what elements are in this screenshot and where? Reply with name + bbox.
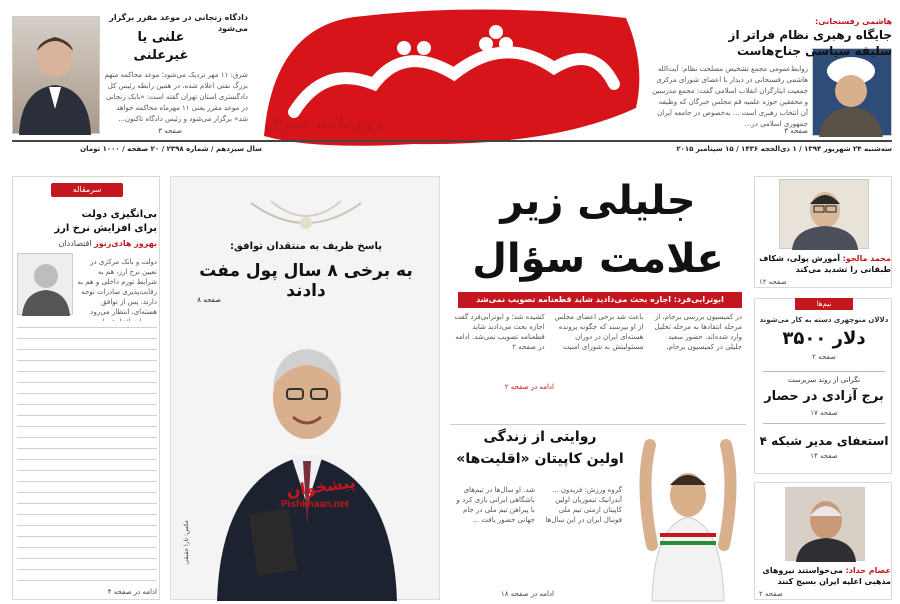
top-left-kicker: دادگاه زنجانی در موعد مقرر برگزار می‌شود [109, 13, 248, 33]
watermark-persian: پیشخوان [285, 472, 357, 501]
main-page[interactable]: ادامه در صفحه ۲ [504, 383, 554, 391]
zarif-photo [207, 305, 407, 601]
news-item-2[interactable] [757, 375, 891, 418]
profile-name: محمد مالجو: [842, 254, 891, 263]
editorial-body: دولت و بانک مرکزی در تعیین نرخ ارز، هم به شرایط تورم داخلی و هم به رقابت‌پذیری صادرات توجه دارند. پس از توافق هسته‌ای، انتظار می‌رود [77, 258, 157, 316]
top-right-headline-2: سلیقه سیاسی جناح‌هاست [736, 44, 892, 58]
news-tag: نیم‌ها [795, 298, 853, 310]
news-divider-1 [763, 371, 885, 372]
cleric-portrait-icon [811, 49, 891, 137]
main-body: در کمیسیون بررسی برجام، از مرحله انتقادها به مرحله تحلیل وارد شده‌اند. حضور سعید جلیلی در کمیسیون برجام، باعث شد برخی اعضای مجلس از او بپرسند که چگونه پرونده هسته‌ای ایران در دوران مسئولیتش به شورای امنیت کشیده شد؛ و ابوترابی‌فرد گفت اجازه بحث می‌دادید شاید قطعنامه تصویب نمی‌شد. ادامه در صفحه ۲ [454, 313, 742, 351]
football-page[interactable]: ادامه در صفحه ۱۸ [501, 590, 554, 598]
news-item-3-headline: استعفای مدیر شبکه ۴ [759, 434, 889, 448]
news-item-2-page[interactable]: صفحه ۱۷ [810, 409, 838, 417]
photo-headline: به برخی ۸ سال پول مفت دادند [199, 261, 413, 301]
issue-line: سال سیزدهم / شماره ۲۳۹۸ / ۲۰ صفحه / ۱۰۰۰ تومان [80, 145, 262, 153]
top-right-headline-1: جایگاه رهبری نظام فراتر از [728, 28, 892, 42]
watermark-latin: Pishkhaan.net [281, 499, 349, 510]
masthead [0, 0, 900, 170]
editorial-author-role: اقتصاددان [58, 239, 92, 248]
football-story[interactable] [450, 424, 746, 600]
news-item-1-page[interactable]: صفحه ۲ [812, 353, 836, 361]
bottom-profile-name: عصام حداد: [845, 566, 891, 575]
top-left-body: شرق: ۱۱ مهر نزدیک می‌شود؛ موعد محاکمه متهم بزرگ نفتی اعلام شده، در همین رابطه رئیس کل دادگستری استان تهران گفته است: «بابک زنجانی در موعد مقرر یعنی ۱۱ مهرماه محاکمه خواهد شد» برگزار می‌شود و رئیس دادگاه تاکنون... [104, 71, 248, 123]
author-portrait-icon [18, 254, 74, 316]
news-item-1[interactable] [757, 315, 891, 362]
bottom-profile-text [757, 565, 891, 587]
photo-page[interactable]: صفحه ۸ [197, 296, 221, 304]
editorial-author: بهروز هادی‌زنوز [94, 239, 157, 248]
top-right-page[interactable]: صفحه ۳ [784, 127, 808, 135]
top-left-page[interactable]: صفحه ۳ [158, 127, 182, 135]
bottom-profile-page[interactable]: صفحه ۲ [759, 590, 783, 598]
news-box [754, 298, 892, 474]
bottom-profile-headline: می‌خواستند نیروهای مذهبی اعلیه ایران بسیج کنند [762, 566, 891, 586]
news-item-2-headline: برج آزادی در حصار [764, 389, 884, 404]
logo-text: روزنامه شرق [264, 112, 384, 133]
news-item-1-kicker: دلالان منوچهری دسته به کار می‌شوند [759, 316, 889, 324]
football-body: گروه ورزش: فریدون ... آندرانیک تیموریان اولین کاپیتان ارمنی تیم ملی فوتبال ایران در این سال‌ها شد. او سال‌ها در تیم‌های باشگاهی ایرانی بازی کرد و با پیراهن تیم ملی در جام جهانی حضور یافت ... [456, 486, 622, 524]
zanjani-photo [12, 16, 100, 134]
photo-credit: عکس: تارا حقیقی [183, 519, 190, 565]
football-headline-2: اولین کاپیتان «اقلیت‌ها» [456, 451, 624, 467]
main-story[interactable] [450, 176, 746, 426]
haddad-photo [785, 487, 865, 561]
editorial-headline-1: بی‌انگیزی دولت [81, 209, 157, 220]
masthead-rule [12, 140, 892, 142]
top-right-body: روابط‌عمومی مجمع تشخیص مصلحت نظام: آیت‌الله هاشمی رفسنجانی در دیدار با اعضای شورای مرکزی جمعیت ایثارگران انقلاب اسلامی گفت: مجمع مدرسین و محققین حوزه علمیه قم مجلس خبرگان که وظیفه آن انتخاب رهبری است ... به‌خصوص در جامعه ایران جمهوری اسلامی در... [652, 65, 808, 128]
person-portrait-icon [11, 17, 99, 135]
photo-kicker: پاسخ ظریف به منتقدان توافق: [230, 241, 382, 252]
profile-page[interactable]: صفحه ۱۲ [759, 278, 787, 286]
photo-story[interactable] [170, 176, 440, 600]
editorial-body-continued [17, 321, 157, 583]
top-left-headline-2: غیرعلنی [133, 48, 189, 63]
top-right-kicker: هاشمی رفسنجانی: [815, 17, 892, 26]
editorial-headline-2: برای افزایش نرخ ارز [54, 223, 157, 234]
date-line: سه‌شنبه ۲۴ شهریور ۱۳۹۴ / ۱ ذی‌الحجه ۱۴۳۶ / ۱۵ سپتامبر ۲۰۱۵ [676, 145, 892, 153]
bottom-profile-box[interactable] [754, 482, 892, 600]
top-left-headline-1: علنی یا [137, 30, 185, 45]
logo-block [254, 4, 646, 154]
profile-text [757, 253, 891, 275]
news-item-2-kicker: نگرانی از روند سربرست [787, 376, 861, 384]
right-column [754, 176, 892, 600]
news-item-1-headline: دلار ۳۵۰۰ [782, 328, 866, 349]
top-right-story[interactable] [652, 8, 892, 140]
editorial-author-photo [17, 253, 73, 315]
editorial-page[interactable]: ادامه در صفحه ۴ [107, 588, 157, 596]
main-subhead: ابوترابی‌فرد: اجازه بحث می‌دادید شاید قطعنامه تصویب نمی‌شد [458, 292, 742, 308]
haddad-portrait-icon [786, 488, 866, 562]
top-left-story[interactable] [12, 8, 248, 140]
editorial-tag: سرمقاله [51, 183, 123, 197]
editorial-author-line [17, 239, 157, 248]
chandelier-illustration [241, 183, 371, 243]
maljoo-portrait-icon [780, 180, 870, 250]
footballer-photo [630, 425, 746, 601]
editorial-column[interactable] [12, 176, 160, 600]
news-divider-2 [763, 423, 885, 424]
profile-box[interactable] [754, 176, 892, 288]
news-item-3[interactable] [757, 431, 891, 461]
news-item-3-page[interactable]: صفحه ۱۴ [810, 452, 838, 460]
football-headline-1: روایتی از زندگی [483, 429, 597, 445]
rafsanjani-photo [812, 48, 892, 136]
main-headline-2: علامت سؤال [472, 236, 724, 282]
main-headline-1: جلیلی زیر [500, 178, 696, 224]
profile-headline: آموزش پولی، شکاف طبقاتی را تشدید می‌کند [759, 254, 891, 274]
maljoo-photo [779, 179, 869, 249]
